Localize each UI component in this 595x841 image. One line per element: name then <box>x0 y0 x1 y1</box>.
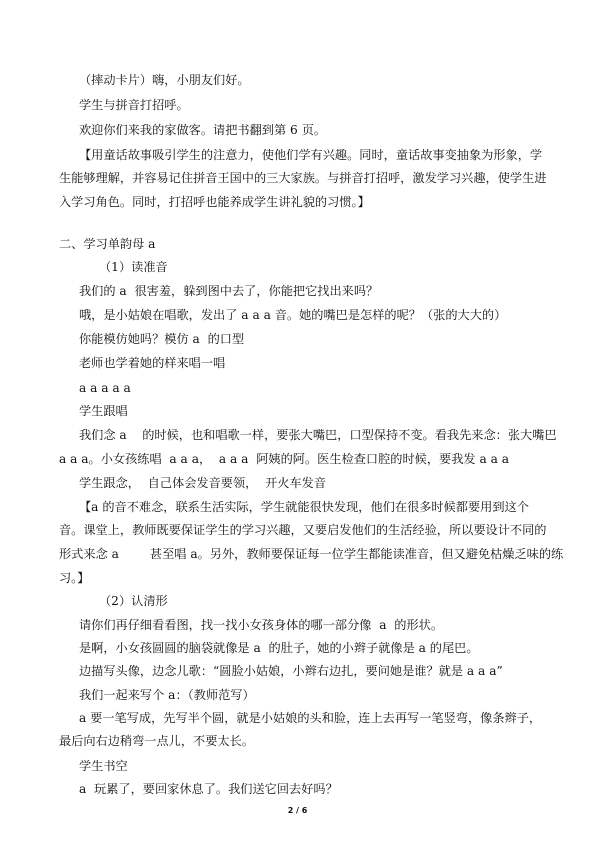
text-line: a 要一笔写成，先写半个圆，就是小姑娘的头和脸，连上去再写一笔竖弯，像条辫子， <box>79 711 542 725</box>
text-line: 哦，是小姑娘在唱歌，发出了 a a a 音。她的嘴巴是怎样的呢？（张的大大的） <box>79 308 507 322</box>
text-line: 生能够理解，并容易记住拼音王国中的三大家族。与拼音打招呼，激发学习兴趣，使学生进 <box>59 171 547 185</box>
text-line: 学生跟唱 <box>79 404 128 418</box>
text-line: 我们的 a 很害羞，躲到图中去了，你能把它找出来吗？ <box>79 284 379 298</box>
text-line: 学生书空 <box>79 759 128 773</box>
text-line: 【a 的音不难念，联系生活实际，学生就能很快发现，他们在很多时候都要用到这个 <box>79 500 529 514</box>
text-line: 老师也学着她的样来唱一唱 <box>79 356 226 370</box>
text-line: 最后向右边稍弯一点儿，不要太长。 <box>59 734 254 748</box>
text-line: （摔动卡片）嗨，小朋友们好。 <box>79 73 250 87</box>
text-line: 音。课堂上，教师既要保证学生的学习兴趣，又要启发他们的生活经验，所以要设计不同的 <box>59 523 547 537</box>
text-line: 形式来念 a 甚至唱 a。另外，教师要保证每一位学生都能读准音，但又避免枯燥乏味的练 <box>59 547 564 561</box>
text-line: a a a a a <box>79 381 131 395</box>
section-heading: 二、学习单韵母 a <box>59 237 156 251</box>
text-line: 学生与拼音打招呼。 <box>79 98 189 112</box>
text-line: 我们念 a 的时候，也和唱歌一样，要张大嘴巴，口型保持不变。看我先来念：张大嘴巴 <box>79 428 557 442</box>
text-line: 【用童话故事吸引学生的注意力，使他们学有兴趣。同时，童话故事变抽象为形象，学 <box>79 148 543 162</box>
text-line: 欢迎你们来我的家做客。请把书翻到第 6 页。 <box>79 123 327 137</box>
text-line: 习。】 <box>59 571 90 585</box>
text-line: 边描写头像，边念儿歌：“圆脸小姑娘，小辫右边扎，要问她是谁？就是 a a a” <box>79 664 503 678</box>
text-line: 请你们再仔细看看图，找一找小女孩身体的哪一部分像 a 的形状。 <box>79 618 444 632</box>
text-line: 入学习角色。同时，打招呼也能养成学生讲礼貌的习惯。】 <box>59 195 370 209</box>
text-line: 学生跟念， 自己体会发音要领， 开火车发音 <box>79 476 327 490</box>
text-line: a 玩累了，要回家休息了。我们送它回去好吗？ <box>79 782 338 796</box>
text-line: 我们一起来写个 a：（教师范写） <box>79 688 255 702</box>
page-number: 2 / 6 <box>287 806 308 815</box>
text-line: 你能模仿她吗？模仿 a 的口型 <box>79 332 245 346</box>
subsection-heading: （1）读准音 <box>99 260 168 274</box>
subsection-heading: （2）认清形 <box>99 594 168 608</box>
text-line: 是啊，小女孩圆圆的脑袋就像是 a 的肚子，她的小辫子就像是 a 的尾巴。 <box>79 641 479 655</box>
text-line: a a a。小女孩练唱 a a a， a a a 阿姨的阿。医生检查口腔的时候，要我发 a a a <box>59 452 509 466</box>
